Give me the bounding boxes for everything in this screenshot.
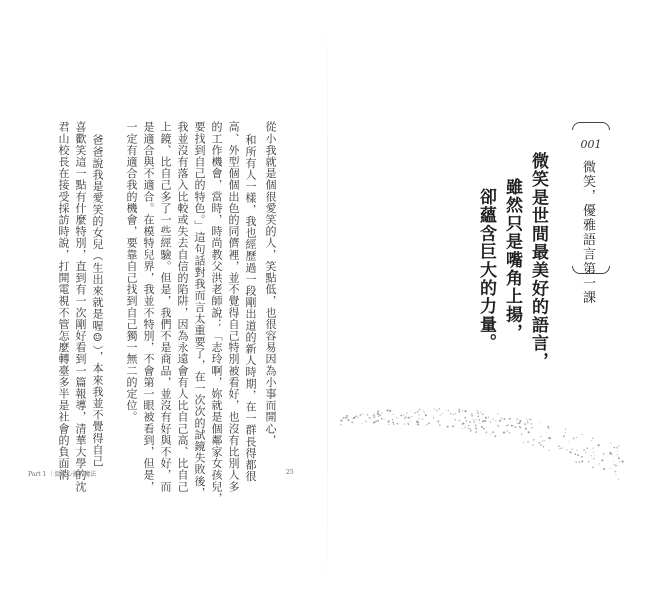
decorative-dot bbox=[618, 457, 620, 459]
decorative-dot bbox=[619, 461, 620, 462]
decorative-dot bbox=[417, 424, 419, 426]
decorative-dot bbox=[351, 421, 353, 423]
decorative-dot bbox=[480, 412, 481, 413]
decorative-dot bbox=[593, 458, 594, 459]
decorative-dot bbox=[472, 415, 474, 417]
decorative-dot bbox=[622, 461, 624, 463]
body-column: 喜歡笑這一點有什麼特別，直到有一次剛好看到一篇報導，清華大學的沈 bbox=[74, 121, 87, 493]
body-column: 是適合與不適合。在模特兒界，我並不特別，不會第一眼被看到，但是， bbox=[142, 121, 155, 493]
decorative-dot bbox=[481, 426, 483, 428]
decorative-dot bbox=[428, 422, 430, 424]
decorative-dot bbox=[462, 428, 463, 429]
decorative-dot bbox=[363, 414, 364, 415]
decorative-dot bbox=[447, 426, 449, 428]
decorative-dot bbox=[528, 431, 530, 433]
decorative-dot bbox=[570, 451, 572, 453]
decorative-dot bbox=[392, 422, 394, 424]
decorative-dot bbox=[375, 420, 377, 422]
decorative-dot bbox=[396, 423, 398, 425]
decorative-dot bbox=[410, 421, 411, 422]
decorative-dot bbox=[540, 436, 541, 437]
decorative-dot bbox=[618, 479, 619, 480]
quote-line-3: 卻蘊含巨大的力量。 bbox=[476, 188, 496, 352]
decorative-dot bbox=[586, 447, 587, 448]
decorative-dot bbox=[341, 420, 343, 422]
decorative-dot bbox=[492, 418, 493, 419]
decorative-dot bbox=[408, 424, 409, 425]
bracket-bottom bbox=[572, 266, 610, 274]
decorative-dot bbox=[503, 418, 505, 420]
decorative-dot bbox=[440, 415, 441, 416]
decorative-dot bbox=[540, 422, 541, 423]
decorative-dot bbox=[482, 420, 484, 422]
decorative-dot bbox=[525, 428, 527, 430]
decorative-dot bbox=[613, 464, 614, 465]
decorative-dot bbox=[393, 423, 394, 424]
decorative-dot bbox=[373, 413, 374, 414]
decorative-dot bbox=[373, 422, 375, 424]
decorative-dot bbox=[598, 444, 600, 446]
decorative-dot bbox=[568, 441, 569, 442]
decorative-dot bbox=[477, 410, 478, 411]
decorative-dot bbox=[469, 421, 471, 423]
decorative-dot bbox=[529, 419, 531, 421]
decorative-dot bbox=[418, 418, 419, 419]
body-column: 一定有適合我的機會，要靠自己找到自己獨一無二的定位。 bbox=[125, 121, 138, 423]
page-gutter bbox=[327, 0, 328, 609]
decorative-dot bbox=[531, 427, 533, 429]
decorative-dot bbox=[527, 441, 528, 442]
decorative-dot bbox=[592, 437, 594, 439]
decorative-dot bbox=[470, 414, 471, 415]
decorative-dot bbox=[410, 416, 411, 417]
decorative-dot bbox=[377, 410, 379, 412]
decorative-dot bbox=[418, 414, 419, 415]
body-column: 從小我就是個很愛笑的人，笑點低，也很容易因為小事而開心， bbox=[264, 121, 277, 446]
decorative-dot bbox=[470, 429, 472, 431]
decorative-dot bbox=[562, 447, 563, 448]
decorative-dot bbox=[581, 456, 583, 458]
body-column: 的工作機會，當時，時尚教父洪老師說：「志玲啊，妳就是個鄰家女孩兒， bbox=[210, 121, 223, 504]
decorative-dot bbox=[609, 453, 611, 455]
decorative-dot bbox=[527, 422, 529, 424]
decorative-dot bbox=[416, 424, 417, 425]
decorative-dot bbox=[373, 416, 375, 418]
decorative-dot bbox=[614, 470, 616, 472]
decorative-dot bbox=[598, 464, 599, 465]
decorative-dot bbox=[590, 440, 591, 441]
decorative-dot bbox=[526, 418, 527, 419]
decorative-dot bbox=[438, 420, 439, 421]
decorative-dot bbox=[547, 426, 549, 428]
decorative-dot bbox=[482, 413, 484, 415]
decorative-dot bbox=[367, 414, 369, 416]
decorative-dot bbox=[565, 429, 567, 431]
bracket-top bbox=[572, 122, 610, 130]
decorative-dot bbox=[583, 449, 585, 451]
decorative-dot bbox=[455, 413, 456, 414]
decorative-dot bbox=[422, 418, 424, 420]
decorative-dot bbox=[581, 460, 583, 462]
decorative-dot bbox=[382, 412, 383, 413]
decorative-dot bbox=[503, 432, 505, 434]
decorative-dot bbox=[509, 418, 511, 420]
decorative-dot bbox=[614, 447, 616, 449]
body-column: 我並沒有落入比較或失去自信的陷阱，因為永遠會有人比自己高、比自己 bbox=[176, 121, 189, 493]
decorative-dot bbox=[549, 450, 550, 451]
decorative-dot bbox=[426, 424, 428, 426]
decorative-dot bbox=[459, 411, 461, 413]
body-column: 要找到自己的特色。」這句話對我而言太重要了，在一次次的試鏡失敗後， bbox=[193, 121, 206, 499]
decorative-dot bbox=[381, 418, 383, 420]
decorative-dot bbox=[477, 412, 479, 414]
decorative-dot bbox=[475, 431, 477, 433]
decorative-dot bbox=[495, 420, 496, 421]
decorative-dot bbox=[388, 420, 390, 422]
decorative-dot bbox=[544, 440, 545, 441]
decorative-dot bbox=[458, 409, 460, 411]
decorative-dot bbox=[355, 415, 357, 417]
decorative-dot bbox=[466, 420, 467, 421]
decorative-dot bbox=[540, 444, 542, 446]
decorative-dot bbox=[593, 447, 594, 448]
decorative-dot bbox=[404, 423, 405, 424]
decorative-dot bbox=[475, 428, 477, 430]
decorative-dot bbox=[585, 452, 586, 453]
decorative-dot bbox=[479, 423, 480, 424]
decorative-dot bbox=[499, 420, 501, 422]
decorative-dot bbox=[565, 432, 566, 433]
decorative-dot bbox=[575, 453, 577, 455]
body-column: 高、外型個個出色的同儕裡，並不覺得自己特別被看好，也沒有比別人多 bbox=[227, 121, 240, 493]
lesson-title: 微笑，優雅語言第一課 bbox=[580, 160, 595, 305]
decorative-dot bbox=[461, 423, 463, 425]
decorative-dot bbox=[388, 424, 390, 426]
decorative-dot bbox=[599, 463, 600, 464]
decorative-dot bbox=[558, 445, 560, 447]
decorative-dot bbox=[618, 445, 619, 446]
decorative-dot bbox=[464, 410, 466, 412]
decorative-dot bbox=[425, 414, 427, 416]
decorative-dot bbox=[469, 428, 471, 430]
decorative-dot bbox=[450, 413, 451, 414]
decorative-dot bbox=[591, 455, 592, 456]
decorative-dot bbox=[417, 411, 419, 413]
decorative-dot bbox=[492, 432, 493, 433]
decorative-dot bbox=[361, 423, 362, 424]
decorative-dot bbox=[563, 435, 565, 437]
decorative-dot bbox=[521, 434, 522, 435]
decorative-dot bbox=[345, 417, 346, 418]
decorative-dot bbox=[358, 417, 359, 418]
decorative-dot bbox=[454, 419, 455, 420]
decorative-dot bbox=[523, 442, 524, 443]
decorative-dot bbox=[588, 461, 589, 462]
decorative-dot bbox=[433, 417, 434, 418]
decorative-dot bbox=[577, 454, 579, 456]
decorative-dot bbox=[576, 450, 577, 451]
decorative-dot bbox=[490, 421, 491, 422]
decorative-dot bbox=[617, 454, 618, 455]
decorative-dot bbox=[542, 440, 543, 441]
decorative-dot bbox=[406, 412, 407, 413]
decorative-dot bbox=[452, 425, 454, 427]
decorative-dot bbox=[419, 409, 421, 411]
decorative-dot bbox=[405, 416, 407, 418]
decorative-dot bbox=[571, 448, 573, 450]
decorative-dot bbox=[566, 449, 567, 450]
decorative-dot bbox=[617, 451, 618, 452]
decorative-dots bbox=[340, 380, 630, 500]
decorative-dot bbox=[442, 413, 443, 414]
decorative-dot bbox=[436, 410, 438, 412]
decorative-dot bbox=[575, 461, 577, 463]
decorative-dot bbox=[497, 413, 498, 414]
decorative-dot bbox=[378, 415, 380, 417]
decorative-dot bbox=[439, 424, 441, 426]
decorative-dot bbox=[501, 417, 503, 419]
decorative-dot bbox=[506, 430, 508, 432]
decorative-dot bbox=[414, 412, 416, 414]
decorative-dot bbox=[475, 426, 476, 427]
decorative-dot bbox=[342, 417, 344, 419]
decorative-dot bbox=[613, 461, 614, 462]
decorative-dot bbox=[611, 453, 613, 455]
decorative-dot bbox=[424, 412, 425, 413]
decorative-dot bbox=[485, 417, 487, 419]
decorative-dot bbox=[476, 419, 477, 420]
decorative-dot bbox=[403, 414, 404, 415]
decorative-dot bbox=[475, 424, 477, 426]
decorative-dot bbox=[417, 421, 419, 423]
decorative-dot bbox=[594, 455, 595, 456]
decorative-dot bbox=[517, 422, 519, 424]
decorative-dot bbox=[346, 415, 348, 417]
decorative-dot bbox=[400, 415, 402, 417]
decorative-dot bbox=[576, 437, 577, 438]
page-number: 25 bbox=[286, 469, 294, 476]
decorative-dot bbox=[559, 448, 561, 450]
decorative-dot bbox=[467, 427, 469, 429]
quote-line-2: 雖然只是嘴角上揚， bbox=[502, 178, 522, 342]
decorative-dot bbox=[603, 453, 605, 455]
decorative-dot bbox=[610, 468, 611, 469]
decorative-dot bbox=[387, 409, 389, 411]
decorative-dot bbox=[393, 414, 394, 415]
decorative-dot bbox=[447, 410, 449, 412]
decorative-dot bbox=[513, 425, 514, 426]
decorative-dot bbox=[582, 434, 583, 435]
decorative-dot bbox=[439, 408, 440, 409]
decorative-dot bbox=[423, 410, 424, 411]
decorative-dot bbox=[389, 410, 391, 412]
decorative-dot bbox=[464, 417, 466, 419]
decorative-dot bbox=[360, 415, 361, 416]
decorative-dot bbox=[511, 425, 513, 427]
decorative-dot bbox=[485, 431, 487, 433]
decorative-dot bbox=[532, 444, 533, 445]
decorative-dot bbox=[515, 426, 517, 428]
decorative-dot bbox=[549, 437, 551, 439]
decorative-dot bbox=[573, 437, 575, 439]
decorative-dot bbox=[483, 428, 485, 430]
decorative-dot bbox=[477, 416, 478, 417]
decorative-dot bbox=[340, 424, 342, 426]
decorative-dot bbox=[466, 421, 467, 422]
decorative-dot bbox=[434, 408, 435, 409]
decorative-dot bbox=[396, 417, 397, 418]
decorative-dot bbox=[601, 459, 603, 461]
decorative-dot bbox=[372, 415, 373, 416]
decorative-dot bbox=[354, 417, 355, 418]
decorative-dot bbox=[593, 451, 594, 452]
decorative-dot bbox=[479, 419, 481, 421]
decorative-dot bbox=[494, 435, 496, 437]
decorative-dot bbox=[548, 428, 549, 429]
decorative-dot bbox=[524, 423, 526, 425]
body-column: 爸爸說我是愛笑的女兒（生出來就是喔☺），本來我並不覺得自己 bbox=[91, 134, 104, 467]
decorative-dot bbox=[592, 467, 593, 468]
decorative-dot bbox=[377, 420, 379, 422]
decorative-dot bbox=[506, 425, 507, 426]
decorative-dot bbox=[603, 468, 605, 470]
decorative-dot bbox=[365, 420, 367, 422]
decorative-dot bbox=[471, 413, 473, 415]
decorative-dot bbox=[468, 425, 469, 426]
decorative-dot bbox=[517, 418, 518, 419]
decorative-dot bbox=[384, 418, 385, 419]
decorative-dot bbox=[519, 420, 521, 422]
decorative-dot bbox=[539, 442, 541, 444]
decorative-dot bbox=[458, 420, 459, 421]
body-column: 上鏡、比自己多了一些經驗。但是，我們不是商品，並沒有好與不好，而 bbox=[159, 121, 172, 493]
decorative-dot bbox=[438, 421, 440, 423]
decorative-dot bbox=[507, 424, 508, 425]
decorative-dot bbox=[509, 432, 511, 434]
decorative-dot bbox=[527, 420, 529, 422]
decorative-dot bbox=[520, 427, 522, 429]
lesson-number: 001 bbox=[580, 138, 602, 151]
decorative-dot bbox=[518, 422, 520, 424]
decorative-dot bbox=[392, 419, 393, 420]
decorative-dot bbox=[473, 421, 475, 423]
running-footer: Part 1 ｜溫暖心靈的魔法 bbox=[28, 471, 97, 478]
decorative-dot bbox=[346, 417, 348, 419]
decorative-dot bbox=[543, 446, 544, 447]
decorative-dot bbox=[408, 417, 410, 419]
decorative-dot bbox=[546, 432, 547, 433]
decorative-dot bbox=[412, 416, 413, 417]
decorative-dot bbox=[490, 434, 491, 435]
decorative-dot bbox=[615, 474, 616, 475]
decorative-dot bbox=[368, 417, 370, 419]
decorative-dot bbox=[473, 419, 474, 420]
decorative-dot bbox=[488, 417, 489, 418]
quote-line-1: 微笑是世間最美好的語言， bbox=[528, 152, 548, 371]
decorative-dot bbox=[615, 465, 617, 467]
decorative-dot bbox=[497, 425, 499, 427]
decorative-dot bbox=[347, 419, 349, 421]
decorative-dot bbox=[531, 423, 533, 425]
lesson-title-box bbox=[572, 122, 610, 305]
decorative-dot bbox=[516, 419, 517, 420]
decorative-dot bbox=[464, 426, 466, 428]
decorative-dot bbox=[484, 420, 486, 422]
decorative-dot bbox=[610, 442, 611, 443]
decorative-dot bbox=[453, 414, 455, 416]
decorative-dot bbox=[579, 462, 580, 463]
decorative-dot bbox=[516, 420, 517, 421]
decorative-dot bbox=[533, 439, 535, 441]
decorative-dot bbox=[423, 425, 424, 426]
decorative-dot bbox=[616, 447, 618, 449]
decorative-dot bbox=[462, 410, 463, 411]
decorative-dot bbox=[377, 413, 379, 415]
decorative-dot bbox=[373, 415, 375, 417]
decorative-dot bbox=[361, 413, 362, 414]
body-column: 君山校長在接受採訪時說，打開電視不管怎麼轉臺多半是社會的負面消 bbox=[57, 121, 70, 481]
decorative-dot bbox=[498, 426, 499, 427]
body-column: 和所有人一樣，我也經歷過一段剛出道的新人時期，在一群長得都很 bbox=[244, 134, 257, 482]
